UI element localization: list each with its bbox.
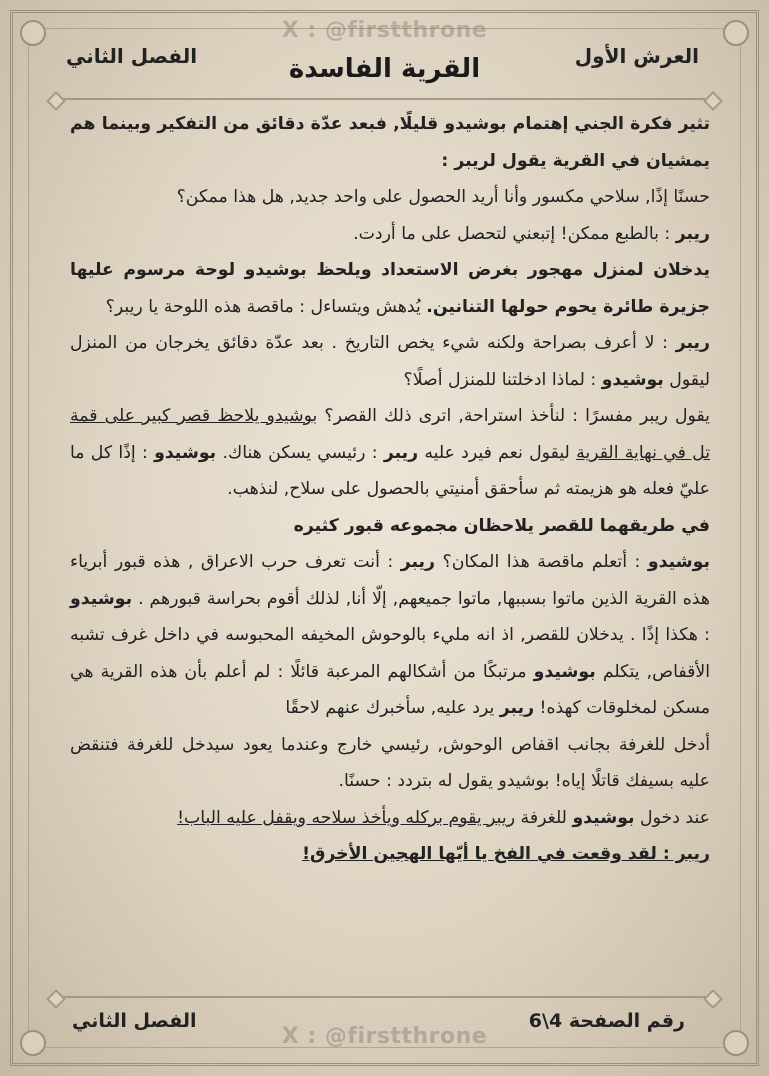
text-run: ريبر : لقد وقعت في الفخ يا أيّها الهجين الأخرق! [302, 844, 710, 864]
paragraph [70, 179, 710, 216]
text-run: : لماذا ادخلتنا للمنزل أصلًا؟ [403, 369, 602, 390]
text-run: : بالطبع ممكن! إتبعني لتحصل على ما أردت. [353, 223, 676, 244]
text-run: ريبر [400, 552, 435, 572]
paragraph [70, 727, 710, 800]
text-run: : رئيسي يسكن هناك. [216, 442, 384, 463]
watermark-bottom: X : @firstthrone [281, 1024, 488, 1049]
text-run: بوشيدو [647, 552, 710, 572]
story-body [70, 106, 710, 873]
paragraph [70, 216, 710, 253]
text-run: حسنًا إذًا, سلاحي مكسور وأنا أريد الحصول على واحد جديد, هل هذا ممكن؟ [176, 187, 710, 207]
text-run: مرتبكًا من أشكالهم المرعبة قائلًا : لم أعلم بأن هذه القرية هي مسكن لمخلوقات كهذه! [70, 661, 710, 718]
paragraph [70, 252, 710, 325]
footer-chapter-label: الفصل الثاني [72, 1010, 197, 1032]
text-run: ريبر [675, 223, 710, 244]
page-title: القرية الفاسدة [288, 54, 481, 84]
paragraph [70, 508, 710, 545]
paragraph [70, 544, 710, 727]
header-right-label: العرش الأول [574, 44, 699, 68]
text-run: : إذًا كل ما عليّ فعله هو هزيمته ثم سأحقق أمنيتي بالحصول على سلاح, لنذهب. [70, 442, 710, 499]
text-run: بوشيدو [572, 807, 635, 828]
paragraph [70, 106, 710, 179]
text-run: بوشيدو [154, 442, 217, 463]
text-run: للغرفة [515, 807, 573, 828]
text-run: يدخلان لمنزل مهجور بغرض الاستعداد ويلحظ بوشيدو لوحة مرسوم عليها جزيرة طائرة يحوم حولها التنانين. [70, 260, 710, 317]
paragraph [70, 836, 710, 873]
text-run: ريبر [383, 442, 419, 463]
text-run: ريبر يقوم بركله ويأخذ سلاحه ويقفل عليه الباب! [177, 807, 516, 828]
paragraph [70, 800, 710, 837]
header-left-label: الفصل الثاني [66, 44, 198, 68]
text-run: ريبر [499, 698, 535, 718]
paragraph [70, 325, 710, 398]
text-run: بوشيدو [533, 661, 596, 682]
text-run: بوشيدو [601, 369, 664, 390]
text-run: تثير فكرة الجني إهتمام بوشيدو قليلًا, فبعد عدّة دقائق من التفكير وبينما هم يمشيان في القرية يقول لريبر : [70, 114, 710, 171]
text-run: بوشيدو يلاحظ قصر كبير على قمة تل في نهاية القرية [70, 406, 711, 463]
footer-divider [55, 996, 714, 998]
text-run: : هكذا إذًا . يدخلان للقصر, اذ انه مليء بالوحوش المخيفه المحبوسه في داخل غرف تشبه الأقفاص, يتكلم [70, 625, 710, 682]
watermark-top: X : @firstthrone [281, 18, 488, 43]
text-run: : أنت تعرف حرب الاعراق , هذه قبور أبرياء هذه القرية الذين ماتوا بسببها, ماتوا جميعهم, إلّا أنا, لذلك أقوم بحراسة قبورهم . [70, 552, 710, 609]
text-run: يقول ريبر مفسرًا : لنأخذ استراحة, اترى ذلك القصر؟ [317, 406, 710, 426]
text-run: أدخل للغرفة بجانب اقفاص الوحوش, رئيسي خارج وعندما يعود سيدخل للغرفة فتنقض عليه بسيفك قاتلًا إياه! بوشيدو يقول له بتردد : حسنًا. [70, 734, 710, 791]
text-run: : لا أعرف بصراحة ولكنه شيء يخص التاريخ . بعد عدّة دقائق يخرجان من المنزل ليقول [70, 333, 710, 390]
text-run: ليقول نعم فيرد عليه [418, 442, 577, 463]
paragraph [70, 398, 710, 508]
text-run: بوشيدو [70, 588, 133, 609]
text-run: ريبر [675, 333, 710, 353]
text-run: يُدهش ويتساءل : ماقصة هذه اللوحة يا ريبر؟ [105, 296, 427, 317]
text-run: في طريقهما للقصر يلاحظان مجموعه قبور كثيره [293, 515, 710, 536]
header-divider [55, 98, 714, 100]
text-run: يرد عليه, سأخبرك عنهم لاحقًا [285, 698, 500, 718]
page-number-label: رقم الصفحة 4\6 [528, 1010, 685, 1032]
text-run: : أتعلم ماقصة هذا المكان؟ [435, 552, 648, 572]
text-run: عند دخول [634, 807, 710, 828]
